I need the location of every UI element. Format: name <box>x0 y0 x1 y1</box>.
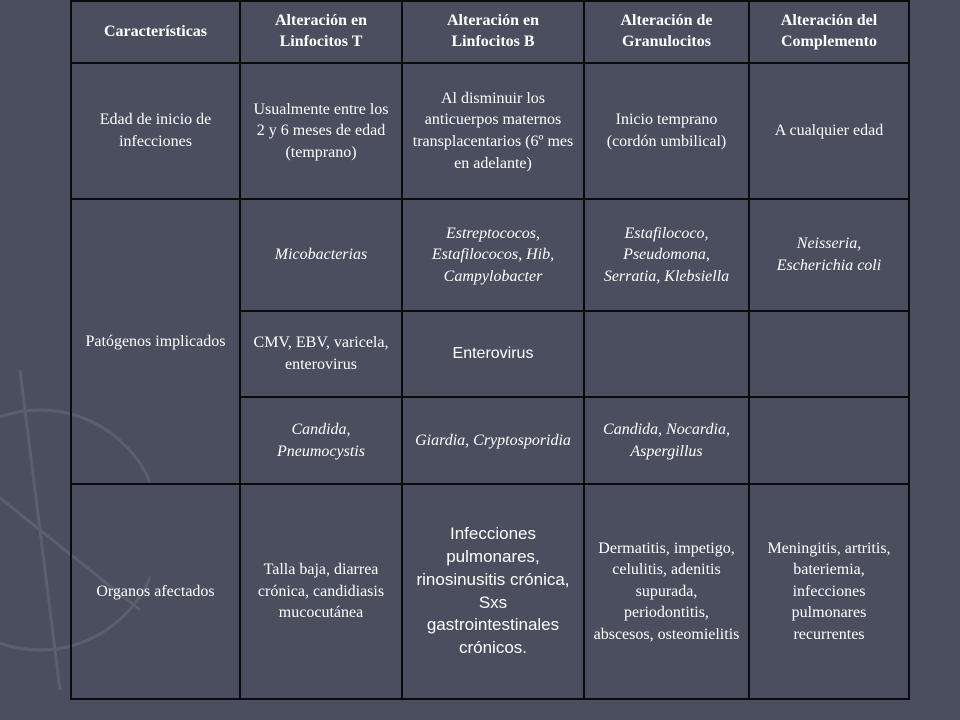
header-complement: Alteración del Complemento <box>749 1 909 63</box>
row-label-onset: Edad de inicio de infecciones <box>71 63 240 199</box>
header-b-lymphocytes: Alteración en Linfocitos B <box>402 1 584 63</box>
pathogen-bacteria-granulocyte: Estafilococo, Pseudomona, Serratia, Klebsiella <box>584 199 749 311</box>
row-affected-organs <box>71 484 909 699</box>
onset-granulocyte: Inicio temprano (cordón umbilical) <box>584 63 749 199</box>
pathogen-fungi-t-cell: Candida, Pneumocystis <box>240 397 402 484</box>
pathogen-bacteria-b-cell: Estreptococos, Estafilococos, Hib, Campylobacter <box>402 199 584 311</box>
pathogen-fungi-b-cell: Giardia, Cryptosporidia <box>402 397 584 484</box>
organs-t-cell: Talla baja, diarrea crónica, candidiasis mucocutánea <box>240 484 402 699</box>
onset-b-cell: Al disminuir los anticuerpos maternos transplacentarios (6º mes en adelante) <box>402 63 584 199</box>
row-pathogens-bacteria <box>71 199 909 311</box>
pathogen-fungi-granulocyte: Candida, Nocardia, Aspergillus <box>584 397 749 484</box>
header-row <box>71 1 909 63</box>
onset-t-cell: Usualmente entre los 2 y 6 meses de edad (temprano) <box>240 63 402 199</box>
pathogen-fungi-complement <box>749 397 909 484</box>
pathogen-virus-granulocyte <box>584 311 749 397</box>
row-label-organs: Organos afectados <box>71 484 240 699</box>
header-characteristics: Características <box>71 1 240 63</box>
pathogen-virus-t-cell: CMV, EBV, varicela, enterovirus <box>240 311 402 397</box>
pathogen-virus-complement <box>749 311 909 397</box>
pathogen-bacteria-complement: Neisseria, Escherichia coli <box>749 199 909 311</box>
immunodeficiency-table <box>70 0 910 700</box>
pathogen-bacteria-t-cell: Micobacterias <box>240 199 402 311</box>
header-t-lymphocytes: Alteración en Linfocitos T <box>240 1 402 63</box>
organs-b-cell: Infecciones pulmonares, rinosinusitis crónica, Sxs gastrointestinales crónicos. <box>402 484 584 699</box>
header-granulocytes: Alteración de Granulocitos <box>584 1 749 63</box>
pathogen-virus-b-cell: Enterovirus <box>402 311 584 397</box>
row-label-pathogens: Patógenos implicados <box>71 199 240 484</box>
row-onset-age <box>71 63 909 199</box>
onset-complement: A cualquier edad <box>749 63 909 199</box>
organs-granulocyte: Dermatitis, impetigo, celulitis, adenitis supurada, periodontitis, abscesos, osteomielitis <box>584 484 749 699</box>
organs-complement: Meningitis, artritis, bateriemia, infecciones pulmonares recurrentes <box>749 484 909 699</box>
